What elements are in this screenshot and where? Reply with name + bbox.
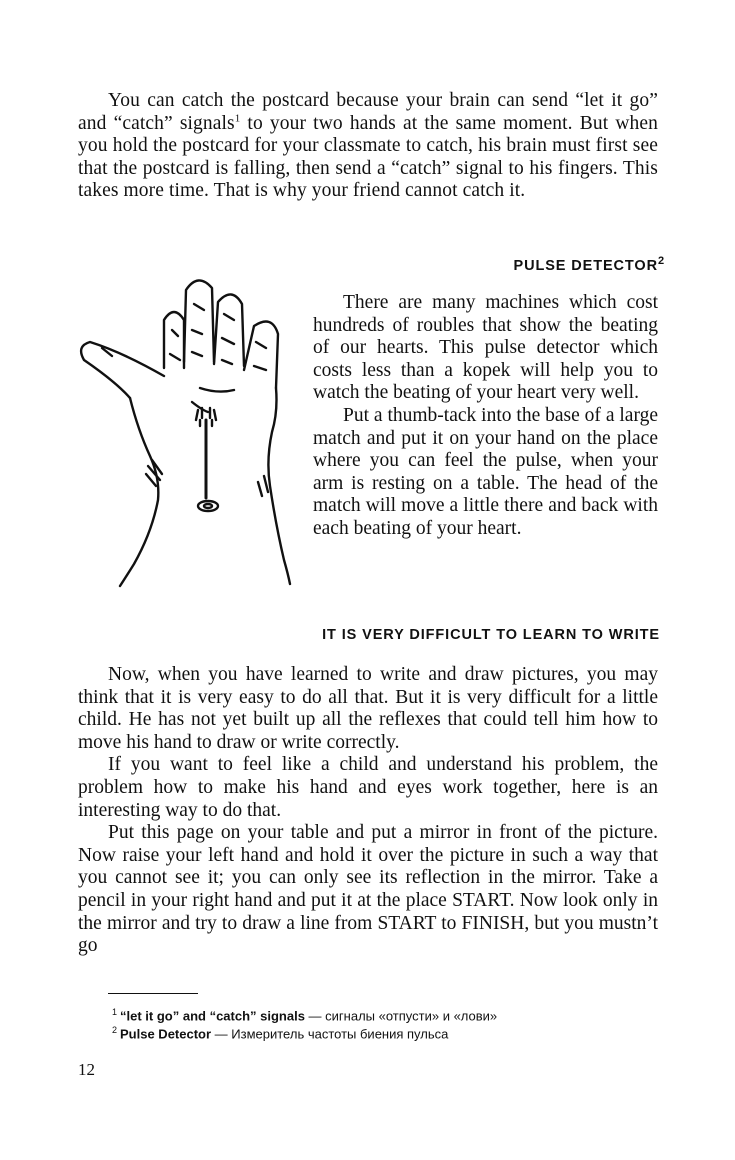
ring-finger-outline [214, 294, 244, 366]
middle-finger-outline [184, 280, 214, 362]
footnote-2 [112, 1022, 448, 1042]
pulse-paragraph: Put a thumb-tack into the base of a large match and put it on your hand on the place where you can feel the pulse, when your arm is resting on a table. The head of the match will move a little there and back with each beating of your heart. [313, 404, 658, 539]
footnote-mark: 1 [112, 1007, 118, 1017]
pulse-paragraph: There are many machines which cost hundreds of roubles that show the beating of our hearts. This pulse detector which costs less than a kopek will help you to watch the beating of your heart very well. [313, 292, 658, 404]
write-paragraph: Put this page on your table and put a mirror in front of the picture. Now raise your left hand and hold it over the picture in such a way that you cannot see it; you can only see its reflection in the mirror. Take a pencil in your right hand and put it at the place START. Now look only in the mirror and try to draw a line from START to FINISH, but you mustn’t go [78, 822, 658, 957]
paragraph-catch [78, 90, 658, 203]
page-number: 12 [78, 1060, 95, 1079]
footnote-translation: — Измеритель частоты биения пульса [211, 1026, 449, 1042]
thumb-outline [81, 342, 164, 398]
pulse-detector-heading [513, 255, 666, 274]
footnote-term: Pulse Detector [120, 1026, 212, 1042]
footnote-ref-2: 2 [657, 255, 665, 268]
write-paragraph: If you want to feel like a child and understand his problem, the problem how to make his hand and eyes work together, here is an interesting way to do that. [78, 754, 658, 821]
footnote-translation: — сигналы «отпусти» и «лови» [304, 1008, 498, 1024]
learn-to-write-heading: IT IS VERY DIFFICULT TO LEARN TO WRITE [322, 627, 660, 643]
thumb-tack-base [198, 501, 218, 511]
footnote-term: “let it go” and “catch” signals [120, 1008, 305, 1024]
footnote-ref-1: 1 [234, 112, 241, 124]
learn-to-write-text [78, 664, 658, 958]
palm-right-edge [268, 388, 290, 584]
pulse-detector-heading-text: PULSE DETECTOR [513, 258, 658, 274]
hand-pulse-illustration [72, 270, 304, 588]
footnote-divider [108, 993, 198, 994]
palm-left-edge [120, 398, 158, 586]
pulse-detector-text [313, 292, 658, 541]
little-finger-outline [244, 322, 278, 389]
write-paragraph: Now, when you have learned to write and draw pictures, you may think that it is very easy to do all that. But it is very difficult for a little child. He has not yet built up all the reflexes that could tell him how to move his hand to draw or write correctly. [78, 664, 658, 753]
footnote-mark: 2 [112, 1025, 118, 1035]
paragraph-catch-part1: You can catch the postcard because your brain can send “let it go” and “catch” signals [78, 90, 658, 134]
paragraph-catch-part2: to your two hands at the same moment. But when you hold the postcard for your classmate to catch, his brain must first see that the postcard is falling, then send a “catch” signal to his fingers. This takes more time. That is why your friend cannot catch it. [78, 112, 658, 201]
